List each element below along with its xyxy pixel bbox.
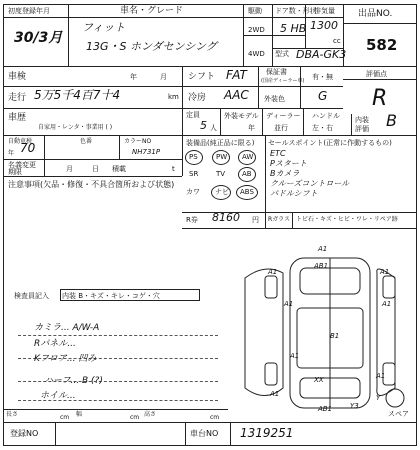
- diagram-label-10: A1: [376, 372, 386, 380]
- model-change-label: 外装モデル: [224, 112, 259, 120]
- name-change-day: 日: [92, 165, 99, 173]
- tax-label: 自動車税: [8, 138, 33, 145]
- ac-value: AAC: [224, 88, 249, 102]
- lot-label: 出品NO.: [358, 9, 393, 19]
- sale-points-title: セールスポイント(正常に作動するもの): [268, 139, 392, 147]
- inspector-tags: 内装 B・キズ・キレ・コゲ・穴: [62, 292, 160, 300]
- diagram-label-2: AB1: [314, 262, 329, 270]
- reg-no-label: 登録NO: [10, 429, 39, 438]
- width-unit: cm: [130, 414, 140, 421]
- sale-point-5: パドルシフト: [270, 189, 318, 198]
- warranty-sub: (国産ディーラー車): [261, 78, 305, 84]
- color-label: 外装色: [264, 95, 285, 103]
- first-reg-value: 30/3月: [14, 30, 63, 46]
- diagram-label-4: A1: [380, 268, 390, 276]
- recycle-unit: 円: [252, 216, 259, 224]
- door-shape-label: ドア数・形状: [275, 7, 317, 15]
- name-change-month: 月: [66, 165, 73, 173]
- shift-value: FAT: [226, 68, 247, 82]
- grade-value: 13G・S ホンダセンシング: [86, 40, 217, 53]
- equip-tv: TV: [216, 170, 226, 178]
- drive-4wd: 4WD: [248, 50, 265, 58]
- inspector-line-5: ホイル...: [40, 391, 76, 401]
- equipment-title: 装備品(純正品に限る): [186, 139, 255, 147]
- model-value: DBA-GK3: [296, 48, 347, 61]
- diagram-label-13: A1: [270, 390, 280, 398]
- door-value: 5 HB: [280, 22, 307, 35]
- recycle-value: 8160: [212, 211, 240, 224]
- load-label: 積載: [112, 165, 126, 173]
- sale-point-3: Bカメラ: [270, 169, 300, 178]
- mileage-label: 走行: [8, 93, 27, 103]
- inspector-line-2: Rパネル...: [34, 339, 76, 349]
- ac-label: 冷房: [188, 93, 207, 103]
- inspector-line-3: Kフロア... 凹み: [34, 354, 97, 364]
- diagram-label-8: A1: [290, 352, 300, 360]
- lot-value: 582: [366, 36, 398, 54]
- shaken-label: 車検: [8, 72, 27, 82]
- handle-label: ハンドル: [312, 112, 340, 120]
- model-change-value: 年: [248, 124, 255, 132]
- first-reg-label: 初度登録年月: [8, 7, 50, 15]
- height-label: 高さ: [144, 411, 157, 418]
- sale-point-2: Pスタート: [270, 159, 307, 168]
- equip-sr: SR: [189, 170, 199, 178]
- score-label: 評価点: [366, 70, 387, 78]
- circle-aw: [238, 150, 256, 165]
- capacity-label: 定員: [186, 111, 200, 119]
- color-no-label: カラーNO: [124, 138, 152, 145]
- circle-navi: [211, 185, 231, 200]
- width-label: 幅: [76, 411, 83, 418]
- circle-ps: [185, 150, 203, 165]
- inspector-label: 検査員記入: [14, 292, 49, 300]
- inspector-tags-box: [60, 289, 200, 301]
- spare-label: スペア: [388, 410, 409, 418]
- warranty-label: 保証書: [266, 68, 287, 76]
- sale-point-1: ETC: [270, 149, 286, 158]
- displacement-label: 排気量: [314, 7, 335, 15]
- circle-ab: [238, 167, 256, 182]
- chassis-value: 1319251: [240, 426, 294, 440]
- diagram-label-5: A1: [284, 300, 294, 308]
- interior-value: B: [386, 111, 397, 130]
- height-unit: cm: [210, 414, 220, 421]
- cc-unit: cc: [333, 37, 341, 45]
- diagram-label-14: Y: [376, 394, 381, 402]
- equip-leather: カワ: [186, 188, 200, 196]
- diagram-label-12: AB1: [318, 405, 333, 413]
- recycle-label: R券: [186, 216, 198, 224]
- history-sub: 自家用・レンタ・事業用 ( ): [38, 124, 113, 131]
- tax-value: 70: [20, 141, 36, 155]
- mileage-value: 5万5千4百7十4: [34, 88, 121, 102]
- diagram-label-11: Y3: [350, 402, 359, 410]
- length-unit: cm: [60, 414, 70, 421]
- displacement-value: 1300: [310, 19, 338, 32]
- name-grade-label: 車名・グレード: [120, 6, 184, 16]
- shift-label: シフト: [188, 72, 216, 82]
- diagram-label-3: A1: [268, 268, 278, 276]
- inspector-line-1: カミラ... A/W-A: [34, 323, 100, 333]
- inspector-line-4: ハーフ... B (?): [44, 376, 103, 386]
- diagram-label-1: A1: [318, 245, 328, 253]
- shaken-year-label: 年: [130, 73, 137, 81]
- sale-point-4: クルーズコントロール: [270, 179, 350, 188]
- model-label: 型式: [275, 50, 289, 58]
- handle-value: 左・右: [312, 124, 333, 132]
- length-label: 長さ: [6, 411, 19, 418]
- score-value: R: [372, 86, 388, 111]
- interior-sub: 評価: [355, 125, 369, 133]
- color-no-value: NH731P: [132, 148, 161, 156]
- equip-pw: PW: [216, 153, 228, 161]
- glass-label: Rガラス: [268, 216, 290, 223]
- color-value: G: [318, 89, 328, 103]
- chassis-label: 車台NO: [190, 429, 219, 438]
- equip-abs: ABS: [240, 188, 254, 196]
- drive-label: 駆動: [248, 7, 262, 15]
- name-change-label: 名義変更: [8, 161, 36, 169]
- circle-abs: [236, 185, 258, 200]
- color-code-label: 色番: [80, 138, 93, 145]
- equip-aw: AW: [242, 153, 254, 161]
- drive-2wd: 2WD: [248, 26, 265, 34]
- diagram-label-9: XX: [314, 376, 324, 384]
- capacity-unit: 人: [210, 124, 217, 132]
- dealer-sub: 並行: [274, 124, 288, 132]
- warranty-value: 有・無: [312, 73, 333, 81]
- shaken-month-label: 月: [160, 73, 167, 81]
- dealer-label: ディーラー: [266, 112, 301, 120]
- equip-ps: PS: [189, 153, 198, 161]
- equip-ab: AB: [242, 170, 252, 178]
- load-unit: t: [172, 165, 175, 173]
- diagram-label-6: A1: [382, 300, 392, 308]
- diagram-label-7: B1: [330, 332, 340, 340]
- capacity-value: 5: [200, 119, 207, 132]
- glass-options: トビ石・キズ・ヒビ・ワレ・リペア跡: [296, 216, 398, 223]
- mileage-unit: km: [168, 93, 179, 101]
- car-name-value: フィット: [82, 21, 126, 34]
- caution-label: 注意事項(欠品・修復・不具合箇所および状態): [8, 180, 175, 189]
- equip-navi: ナビ: [215, 188, 229, 196]
- name-change-sub: 期限: [8, 168, 22, 176]
- tax-sub: 年: [8, 150, 15, 157]
- circle-pw: [212, 150, 230, 165]
- interior-label: 内装: [355, 116, 369, 124]
- history-label: 車歴: [8, 113, 27, 123]
